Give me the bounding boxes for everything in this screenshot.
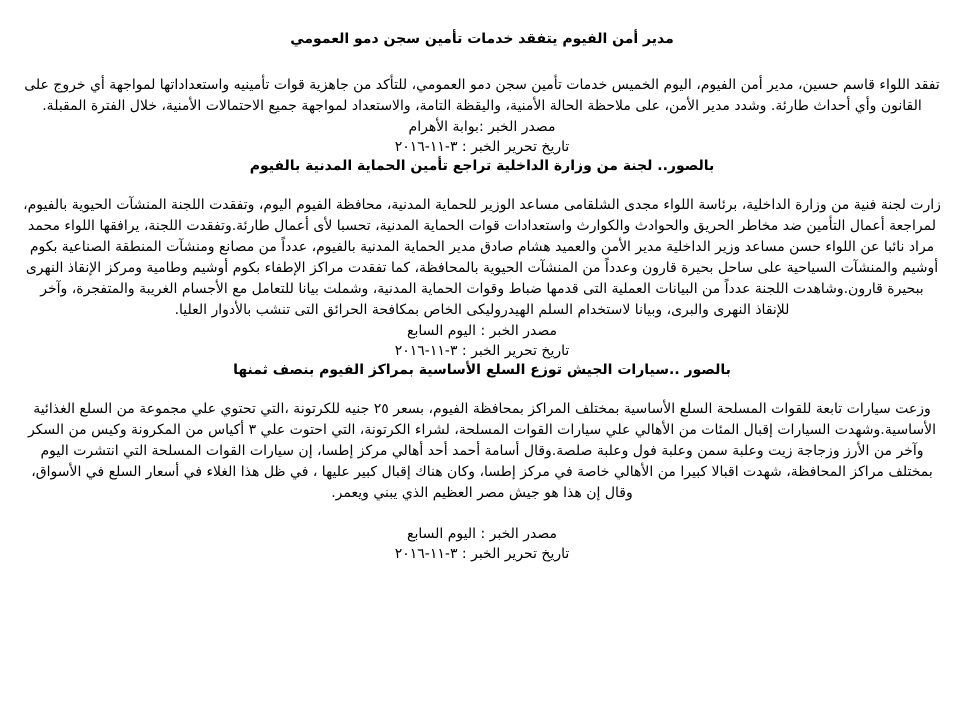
article-1-body: تفقد اللواء قاسم حسين، مدير أمن الفيوم، اليوم الخميس خدمات تأمين سجن دمو العمومي، للتأكد من جاهزية قوات تأمينيه واستعداداتها لمواجهة أي خروج على القانون وأي أحداث طارئة. وشدد مدير الأمن، على ملاحظة الحالة الأمنية، واليقظة التامة، والاستعداد لمواجهة جميع الاحتمالات الأمنية، خلال الفترة المقبلة.: [24, 77, 940, 114]
article-3-body: وزعت سيارات تابعة للقوات المسلحة السلع الأساسية بمختلف المراكز بمحافظة الفيوم، بسعر ٢٥ جنيه للكرتونة ،التي تحتوي علي مجموعة من السلع الغذائية الأساسية.وشهدت السيارات إقبال المئات من الأهالي علي سيارات القوات المسلحة، لشراء الكرتونة، التي احتوت علي ٣ أكياس من المكرونة وكيس من السكر وآخر من الأرز وزجاجة زيت وعلبة سمن وعلبة فول وعلبة صلصة.وقال أسامة أحمد أحد أهالي مركز إطسا، إن سيارات القوات المسلحة التي انتشرت اليوم بمختلف مراكز المحافظة، شهدت اقبالا كبيرا من الأهالي خاصة في مركز إطسا، وكان هناك إقبال كبير عليها ، في ظل هذا الغلاء في أسعار السلع في الأسواق، وقال إن هذا هو جيش مصر العظيم الذي يبني ويعمر.: [27, 401, 937, 501]
spacer: [22, 379, 942, 399]
article-1-source: مصدر الخبر :بوابة الأهرام: [408, 119, 556, 135]
article-1-date: تاريخ تحرير الخبر : ٣-١١-٢٠١٦: [394, 139, 570, 155]
spacer: [22, 48, 942, 75]
article-3-title: بالصور ..سيارات الجيش توزع السلع الأساسية بمراكز الفيوم بنصف ثمنها: [233, 362, 731, 378]
article-2-body: زارت لجنة فنية من وزارة الداخلية، برئاسة اللواء مجدى الشلقامى مساعد الوزير للحماية المدنية، محافظة الفيوم اليوم، وتفقدت اللجنة المنشآت الحيوية بالفيوم، لمراجعة أعمال التأمين ضد مخاطر الحريق والحوادث والكوارث واستعدادات قوات الحماية المدنية، تحسبا لأى أعمال طارئة.وتفقدت اللجنة، يرافقها اللواء محمد مراد نائبا عن اللواء حسن مساعد وزير الداخلية مدير الأمن والعميد هشام صادق مدير الحماية المدنية بالفيوم، عدداً من مصانع ومنشآت المنطقة الصناعية بكوم أوشيم والمنشآت السياحية على ساحل بحيرة قارون وعدداً من المنشآت الحيوية بالمحافظة، كما تفقدت مراكز الإطفاء بكوم أوشيم وطامية ومركز الإنقاذ النهرى ببحيرة قارون.وشاهدت اللجنة عدداً من البيانات العملية التى قدمها ضباط وقوات الحماية المدنية، وشملت بيانا للتعامل مع الأجسام الغريبة والمتفجرة، وآخر للإنقاذ النهرى والبرى، وبيانا لاستخدام السلم الهيدروليكى الخاص بمكافحة الحرائق التى تنشب بالأدوار العليا.: [23, 197, 941, 318]
article-3-source: مصدر الخبر : اليوم السابع: [407, 526, 557, 542]
article-3-date: تاريخ تحرير الخبر : ٣-١١-٢٠١٦: [394, 546, 570, 562]
spacer: [22, 175, 942, 195]
article-2-source: مصدر الخبر : اليوم السابع: [407, 323, 557, 339]
article-2-title: بالصور.. لجنة من وزارة الداخلية تراجع تأمين الحماية المدنية بالفيوم: [249, 158, 715, 174]
article-1-title: مدير أمن الفيوم يتفقد خدمات تأمين سجن دمو العمومي: [290, 31, 674, 47]
spacer: [22, 504, 942, 524]
article-2-date: تاريخ تحرير الخبر : ٣-١١-٢٠١٦: [394, 343, 570, 359]
